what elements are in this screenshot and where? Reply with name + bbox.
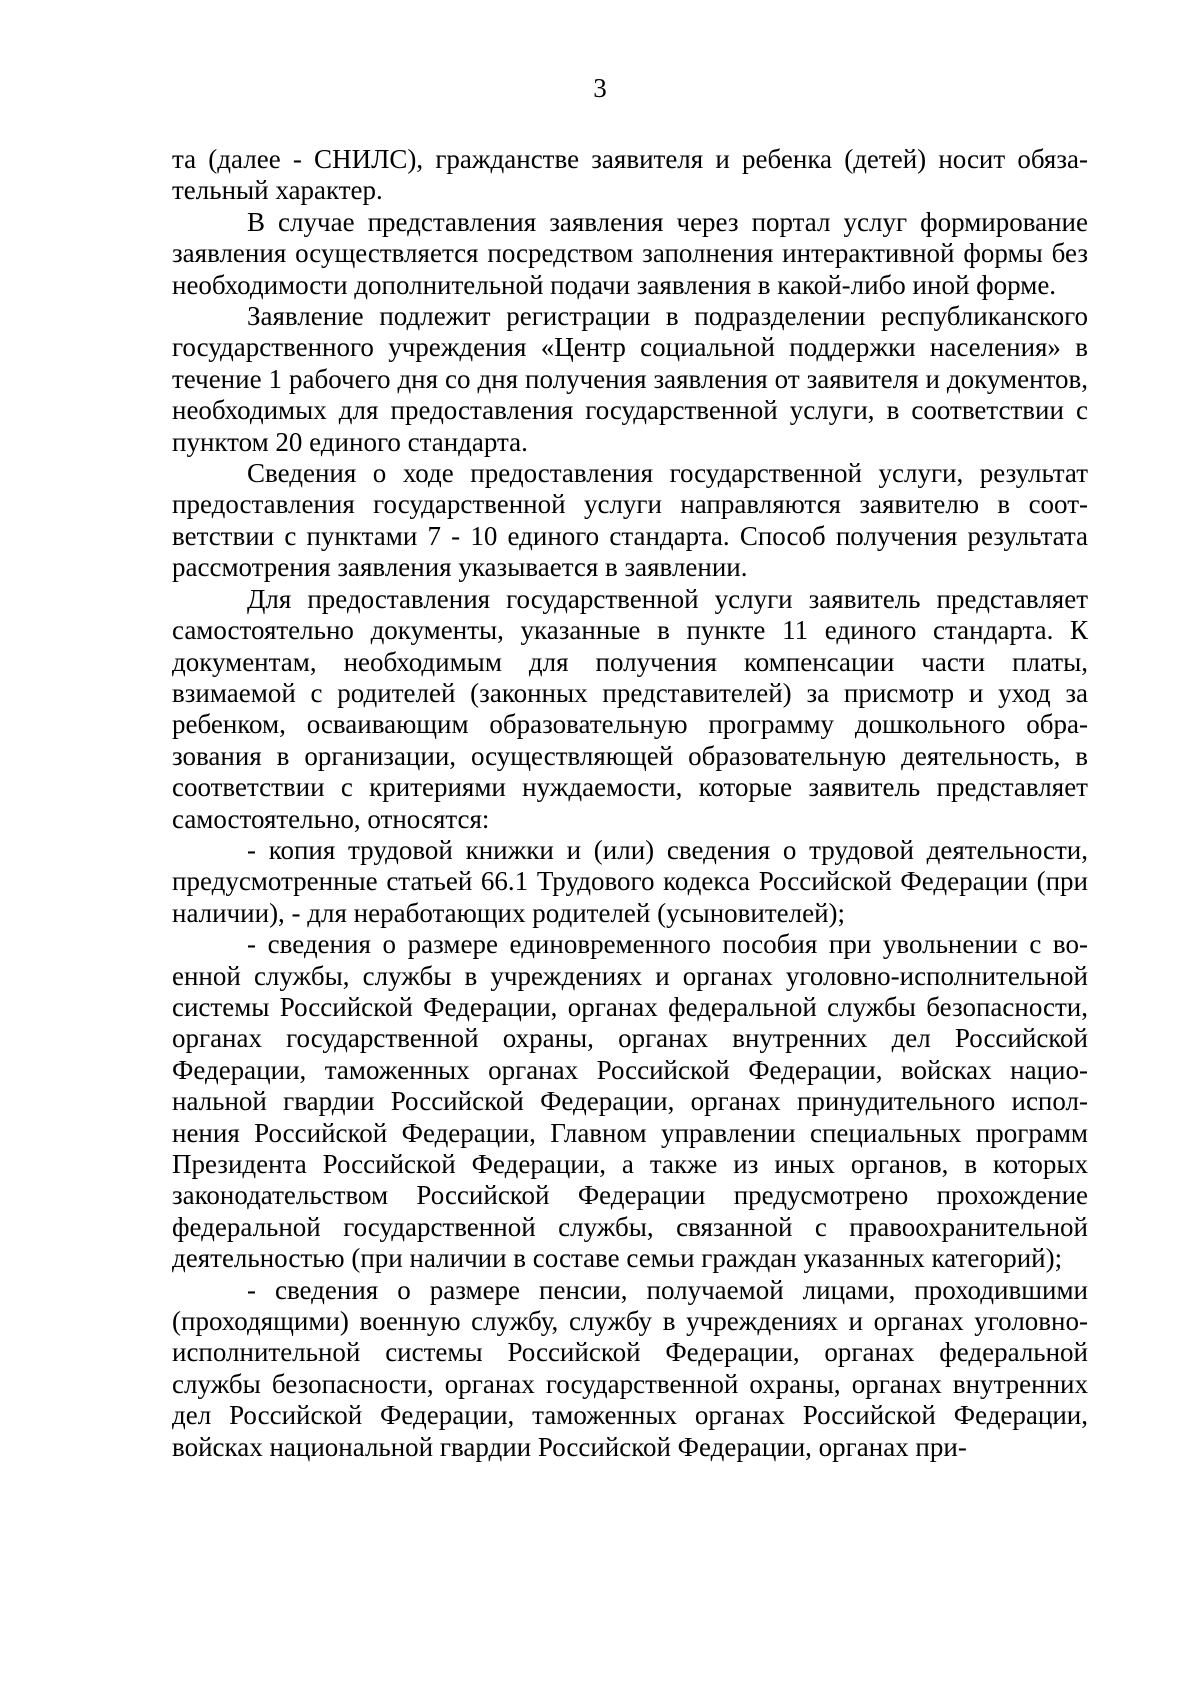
document-body: [172, 144, 1088, 1463]
paragraph-registration: Заявление подлежит регистрации в подразделении республиканского государственного учреждения «Центр социальной поддержки населения» в течение 1 рабочего дня со дня получения заявления от заявителя и документов, необходимых для предоставления государственной услуги, в соответствии с пунктом 20 единого стандарта.: [172, 301, 1088, 457]
page-number: 3: [593, 73, 607, 103]
list-item-employment-record: - копия трудовой книжки и (или) сведения о трудовой деятельности, предусмотренные статьей 66.1 Трудового кодекса Российской Федерации (при наличии), - для неработающих родителей (усыновителей);: [172, 834, 1088, 928]
list-item-pension-info: - сведения о размере пенсии, получаемой лицами, проходившими (проходящими) военную службу, службу в учреждениях и органах уголовно-исполнительной системы Российской Федерации, органах федеральной службы безопасности, органах государственной охраны, органах внутренних дел Российской Федерации, таможенных органах Российской Федерации, войсках национальной гвардии Российской Федерации, органах при-: [172, 1274, 1088, 1462]
list-item-severance-allowance: - сведения о размере единовременного пособия при увольнении с военной службы, службы в учреждениях и органах уголовно-исполнительной системы Российской Федерации, органах федеральной службы безопасности, органах государственной охраны, органах внутренних дел Российской Федерации, таможенных органах Российской Федерации, войсках национальной гвардии Российской Федерации, органах принудительного исполнения Российской Федерации, Главном управлении специальных программ Президента Российской Федерации, а также из иных органов, в которых законодательством Российской Федерации предусмотрено прохождение федеральной государственной службы, связанной с правоохранительной деятельностью (при наличии в составе семьи граждан указанных категорий);: [172, 929, 1088, 1274]
paragraph-progress-info: Сведения о ходе предоставления государственной услуги, результат предоставления государственной услуги направляются заявителю в соответствии с пунктами 7 - 10 единого стандарта. Способ получения результата рассмотрения заявления указывается в заявлении.: [172, 458, 1088, 583]
paragraph-portal-submission: В случае представления заявления через портал услуг формирование заявления осуществляется посредством заполнения интерактивной формы без необходимости дополнительной подачи заявления в какой-либо иной форме.: [172, 206, 1088, 300]
paragraph-snils-continuation: та (далее - СНИЛС), гражданстве заявителя и ребенка (детей) носит обязательный характер.: [172, 144, 1088, 206]
paragraph-required-documents: Для предоставления государственной услуги заявитель представляет самостоятельно документы, указанные в пункте 11 единого стандарта. К документам, необходимым для получения компенсации части платы, взимаемой с родителей (законных представителей) за присмотр и уход за ребенком, осваивающим образовательную программу дошкольного образования в организации, осуществляющей образовательную деятельность, в соответствии с критериями нуждаемости, которые заявитель представляет самостоятельно, относятся:: [172, 583, 1088, 834]
